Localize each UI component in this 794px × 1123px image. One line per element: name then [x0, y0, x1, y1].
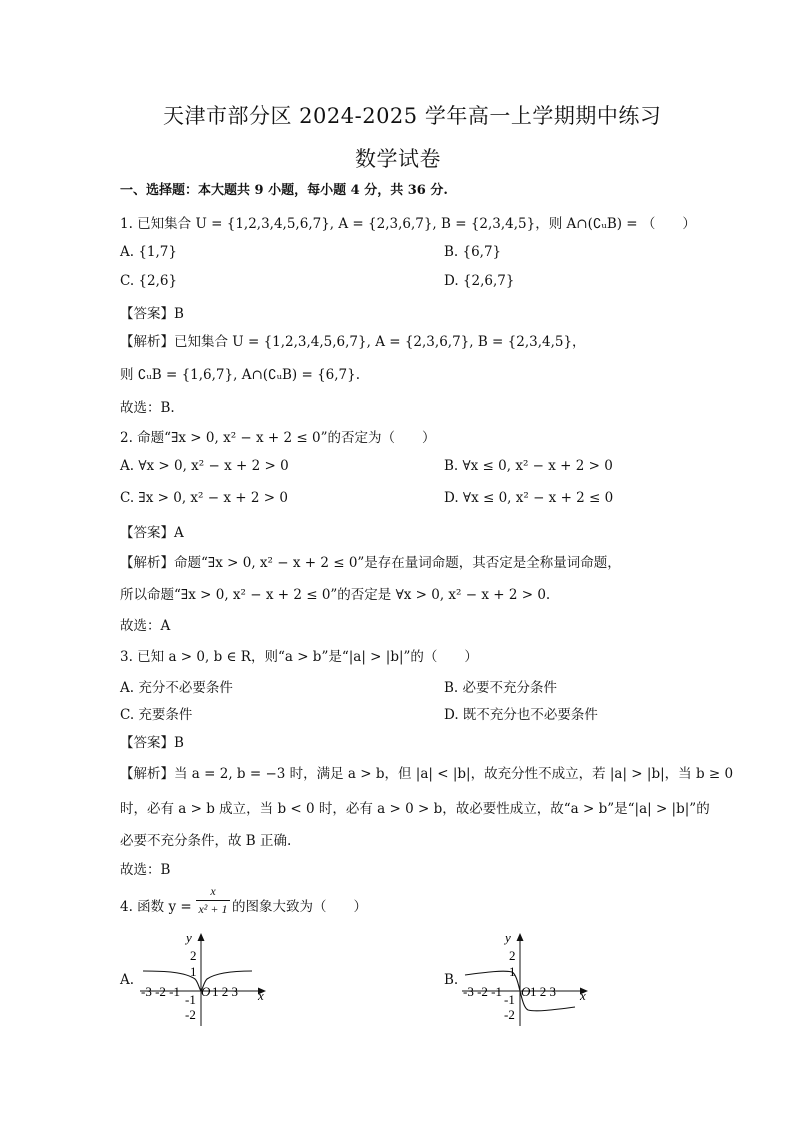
- graph-option-a: [140, 928, 270, 1028]
- y-axis-arrow: [517, 933, 524, 941]
- question-2-analysis-cont: 所以命题“∃x > 0, x² − x + 2 ≤ 0”的否定是 ∀x > 0, x² − x + 2 > 0.: [120, 587, 551, 603]
- question-2-conclusion: 故选：A: [120, 618, 171, 634]
- y-axis-label: y: [505, 930, 511, 945]
- page-subtitle: 数学试卷: [355, 147, 441, 171]
- y-tick-neg-1: -1: [504, 992, 515, 1007]
- origin-label: O: [201, 984, 211, 999]
- question-3-analysis-end: 必要不充分条件，故 B 正确.: [120, 833, 292, 849]
- question-3-analysis-cont: 时，必有 a > b 成立，当 b < 0 时，必有 a > 0 > b，故必要性成立，故“a > b”是“|a| > |b|”的: [120, 801, 710, 817]
- question-1-option-a: A. {1,7}: [120, 244, 177, 260]
- question-2-answer: 【答案】A: [120, 525, 184, 541]
- y-tick-1: 1: [509, 964, 516, 979]
- question-1-analysis: 【解析】已知集合 U = {1,2,3,4,5,6,7}, A = {2,3,6,7}, B = {2,3,4,5}，: [120, 334, 586, 350]
- question-2-option-b: B. ∀x ≤ 0, x² − x + 2 > 0: [444, 458, 613, 474]
- question-3-option-c: C. 充要条件: [120, 707, 193, 723]
- question-2-analysis: 【解析】命题“∃x > 0, x² − x + 2 ≤ 0”是存在量词命题，其否定是全称量词命题，: [120, 555, 621, 571]
- x-axis-label: x: [258, 988, 264, 1003]
- x-axis-label: x: [580, 988, 586, 1003]
- y-tick-1: 1: [190, 964, 197, 979]
- question-4-option-b-label: B.: [444, 972, 459, 988]
- question-1-answer: 【答案】B: [120, 306, 184, 322]
- fraction-bar: [196, 900, 230, 901]
- question-2-option-c: C. ∃x > 0, x² − x + 2 > 0: [120, 490, 288, 506]
- question-4-option-a-label: A.: [120, 972, 135, 988]
- question-2-option-d: D. ∀x ≤ 0, x² − x + 2 ≤ 0: [444, 490, 614, 506]
- x-ticks-positive: 1 2 3: [530, 984, 556, 999]
- question-1-analysis-cont: 则 ∁ᵤB = {1,6,7}, A∩(∁ᵤB) = {6,7}.: [120, 367, 361, 383]
- question-3-analysis: 【解析】当 a = 2, b = −3 时，满足 a > b，但 |a| < |b|，故充分性不成立，若 |a| > |b|，当 b ≥ 0: [120, 766, 734, 782]
- question-1-option-d: D. {2,6,7}: [444, 273, 515, 289]
- page-title: 天津市部分区 2024-2025 学年高一上学期期中练习: [163, 104, 662, 128]
- y-axis-arrow: [198, 933, 205, 941]
- origin-label: O: [521, 984, 531, 999]
- fraction-numerator: x: [210, 884, 216, 898]
- question-4-fraction: [196, 884, 230, 917]
- question-3-option-d: D. 既不充分也不必要条件: [444, 707, 598, 723]
- question-1-option-b: B. {6,7}: [444, 244, 502, 260]
- y-tick-neg-1: -1: [185, 992, 196, 1007]
- y-tick-neg-2: -2: [185, 1007, 196, 1022]
- question-1-option-c: C. {2,6}: [120, 273, 178, 289]
- question-3-stem: 3. 已知 a > 0, b ∈ R，则“a > b”是“|a| > |b|”的（ ）: [120, 649, 478, 665]
- y-tick-2: 2: [190, 948, 197, 963]
- y-tick-neg-2: -2: [504, 1007, 515, 1022]
- question-2-option-a: A. ∀x > 0, x² − x + 2 > 0: [120, 458, 289, 474]
- question-3-option-b: B. 必要不充分条件: [444, 680, 558, 696]
- question-3-option-a: A. 充分不必要条件: [120, 680, 233, 696]
- question-4-stem-prefix: 4. 函数 y =: [120, 899, 192, 915]
- question-2-stem: 2. 命题“∃x > 0, x² − x + 2 ≤ 0”的否定为（ ）: [120, 430, 436, 446]
- x-ticks-negative: -3 -2 -1: [463, 984, 502, 999]
- y-tick-2: 2: [509, 948, 516, 963]
- fraction-denominator: x² + 1: [198, 902, 228, 916]
- question-3-answer: 【答案】B: [120, 735, 184, 751]
- question-3-conclusion: 故选：B: [120, 862, 171, 878]
- graph-option-b: [462, 928, 592, 1028]
- question-4-stem-suffix: 的图象大致为（ ）: [232, 899, 367, 915]
- question-1-conclusion: 故选：B.: [120, 400, 175, 416]
- y-axis-label: y: [186, 930, 192, 945]
- section-heading: 一、选择题：本大题共 9 小题，每小题 4 分，共 36 分.: [120, 183, 448, 198]
- question-1-stem: 1. 已知集合 U = {1,2,3,4,5,6,7}, A = {2,3,6,7}, B = {2,3,4,5}，则 A∩(∁ᵤB) = （ ）: [120, 216, 696, 232]
- x-ticks-positive: 1 2 3: [212, 984, 238, 999]
- x-ticks-negative: -3 -2 -1: [141, 984, 180, 999]
